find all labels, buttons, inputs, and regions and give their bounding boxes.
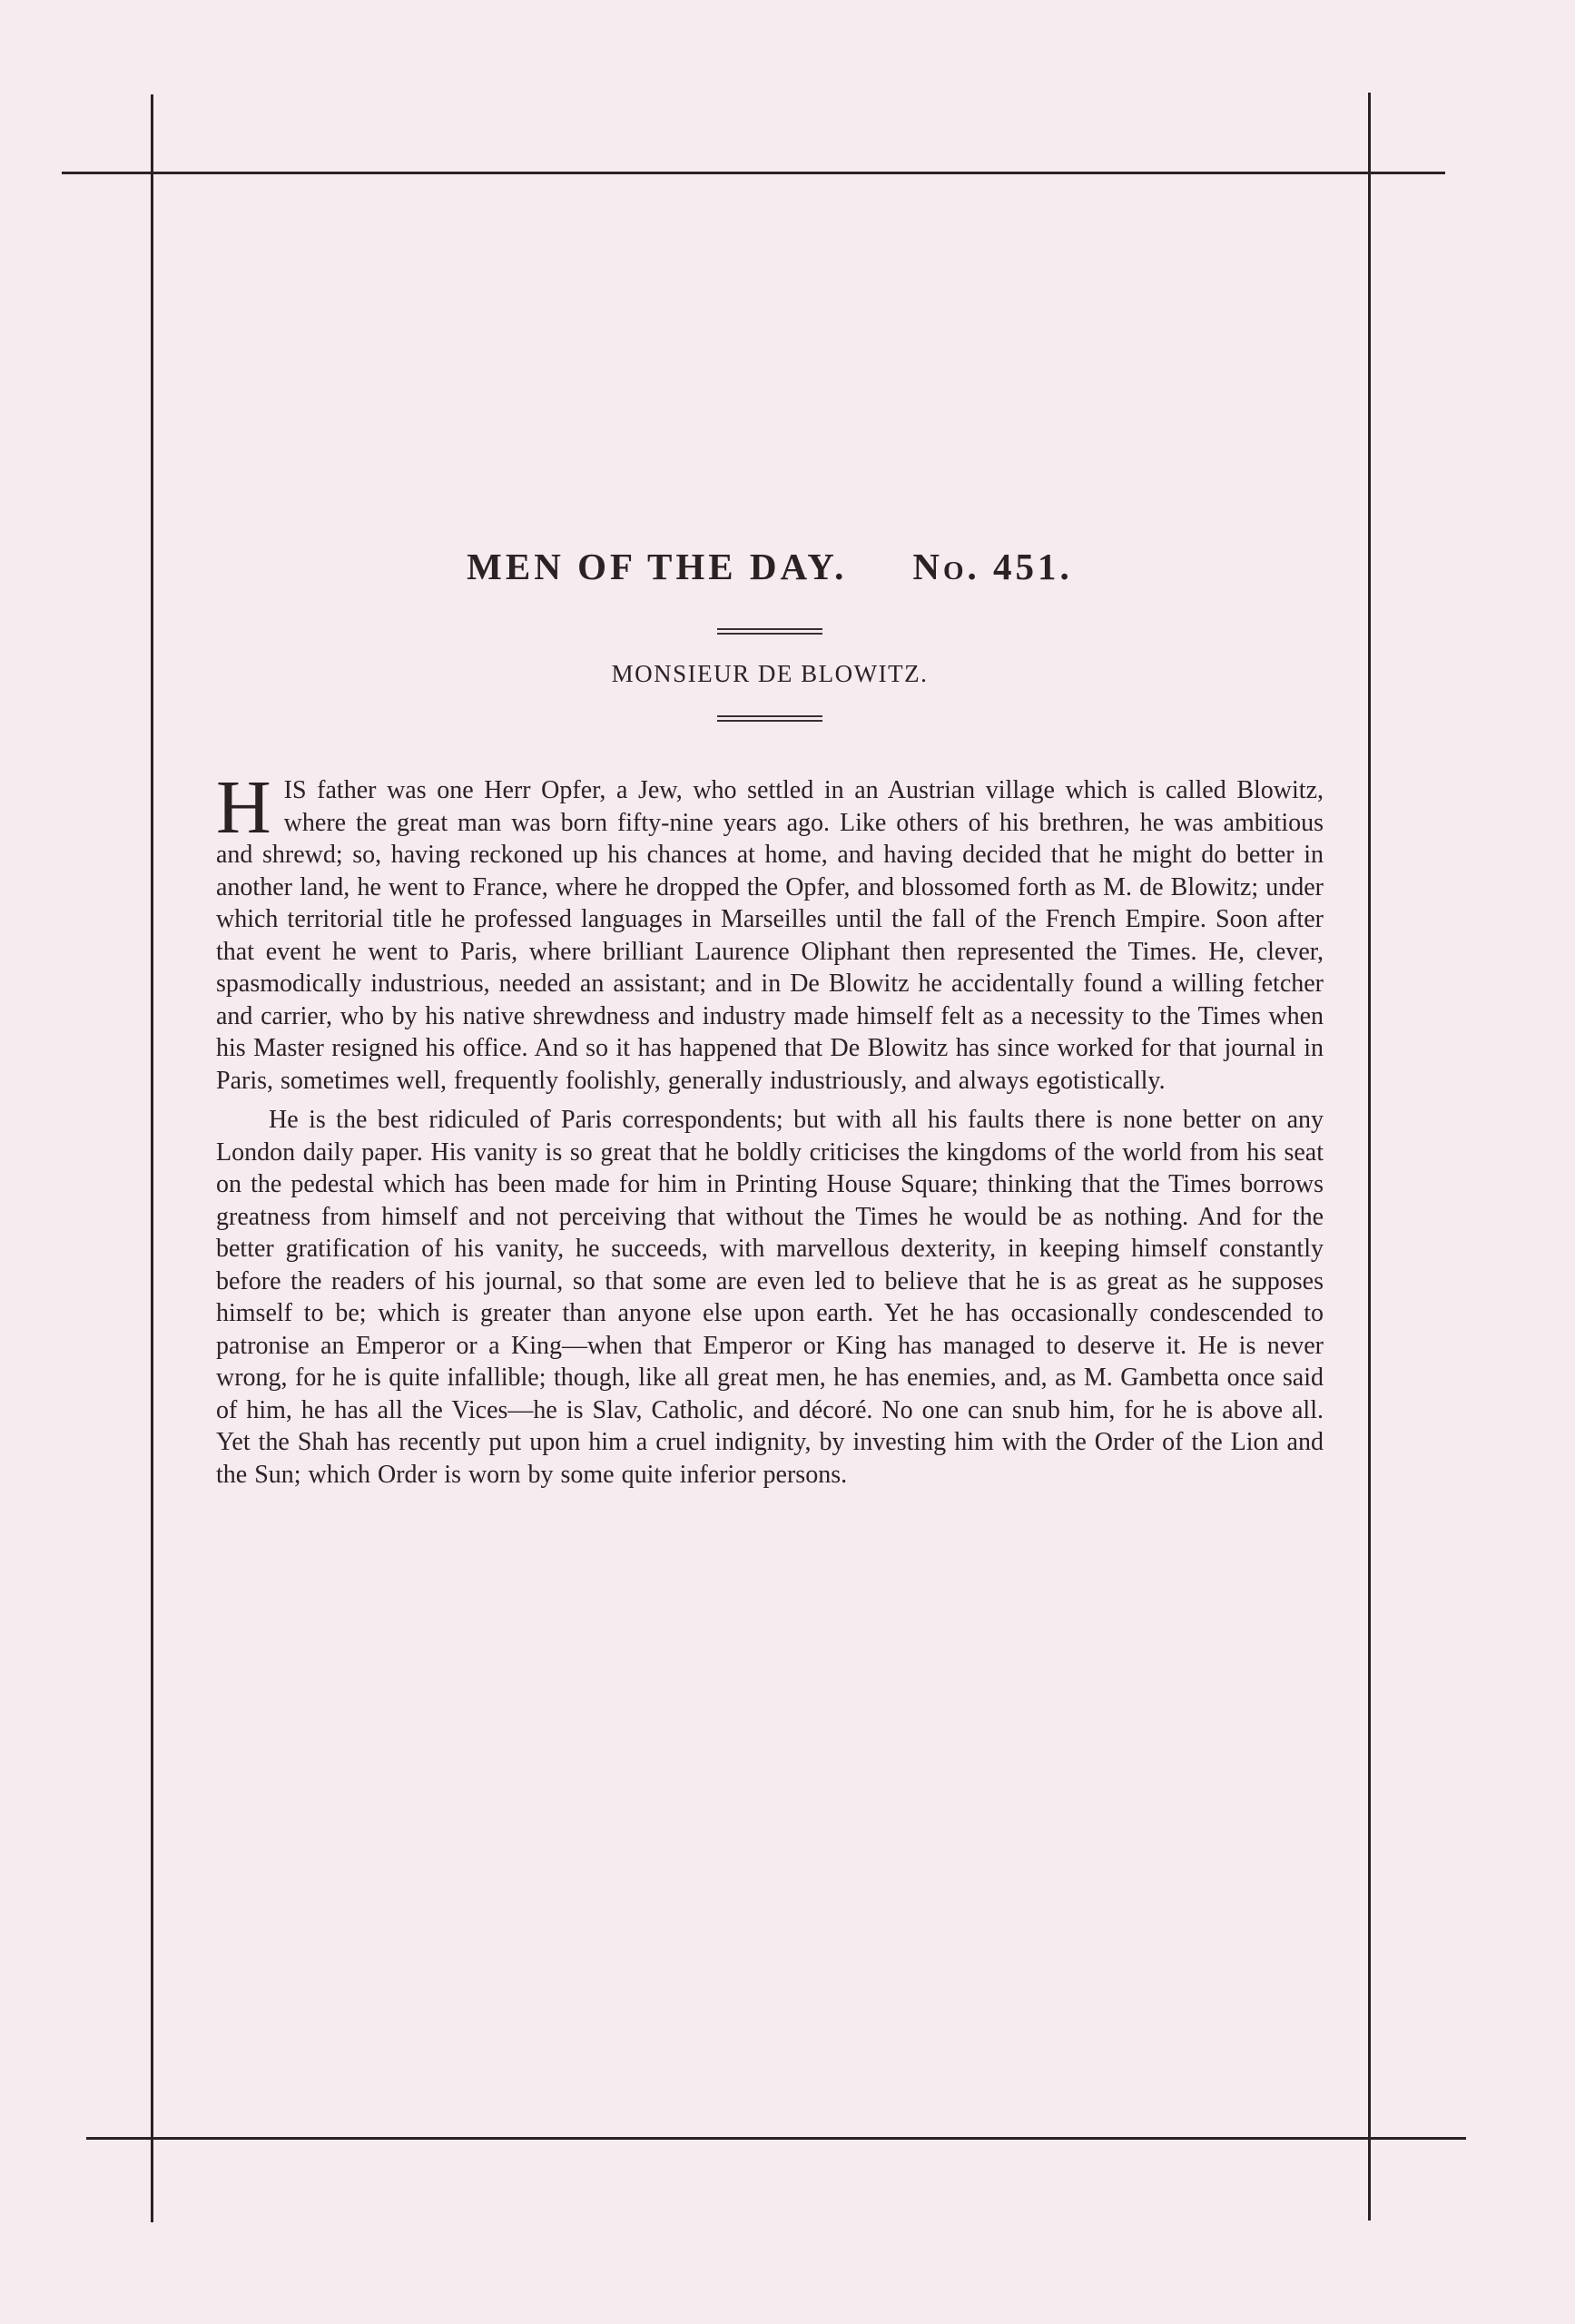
paragraph-2: He is the best ridiculed of Paris correspondents; but with all his faults there is none better on any London daily paper. His vanity is so great that he boldly criticises the kingdoms of the world from his seat on the pedestal which has been made for him in Printing House Square; thinking that the Times borrows greatness from himself and not perceiving that without the Times he would be as nothing. And for the better gratification of his vanity, he succeeds, with marvellous dexterity, in keeping himself constantly before the readers of his journal, so that some are even led to believe that he is as great as he supposes himself to be; which is greater than anyone else upon earth. Yet he has occasionally condescended to patronise an Emperor or a King—when that Emperor or King has managed to deserve it. He is never wrong, for he is quite infallible; though, like all great men, he has enemies, and, as M. Gambetta once said of him, he has all the Vices—he is Slav, Catholic, and décoré. No one can snub him, for he is above all. Yet the Shah has recently put upon him a cruel indignity, by investing him with the Order of the Lion and the Sun; which Order is worn by some quite inferior persons. <box>216 1106 1324 1489</box>
frame-top-rule <box>62 172 1445 174</box>
page-title <box>216 545 1324 588</box>
frame-bottom-rule <box>86 2137 1466 2140</box>
drop-cap: H <box>216 765 271 850</box>
subtitle-divider <box>717 715 822 722</box>
paragraph-1 <box>216 765 1324 1097</box>
frame-left-rule <box>151 94 153 2222</box>
article <box>216 545 1324 1491</box>
frame-right-rule <box>1368 93 1371 2221</box>
article-subtitle: MONSIEUR DE BLOWITZ. <box>611 660 929 687</box>
title-divider <box>717 628 822 635</box>
issue-number: No. 451. <box>912 546 1073 587</box>
paragraph-1-text: IS father was one Herr Opfer, a Jew, who settled in an Austrian village which is called Blowitz, where the great man was born fifty-nine years ago. Like others of his brethren, he was ambitious and shrewd; so, having reckoned up his chances at home, and having decided that he might do better in another land, he went to France, where he dropped the Opfer, and blossomed forth as M. de Blowitz; under which territorial title he professed languages in Marseilles until the fall of the French Empire. Soon after that event he went to Paris, where brilliant Laurence Oliphant then represented the Times. He, clever, spasmodically industrious, needed an assistant; and in De Blowitz he accidentally found a willing fetcher and carrier, who by his native shrewdness and industry made himself felt as a necessity to the Times when his Master resigned his office. And so it has happened that De Blowitz has since worked for that journal in Paris, sometimes well, frequently foolishly, generally industriously, and always egotistically. <box>216 776 1324 1095</box>
series-title: MEN OF THE DAY. <box>467 546 848 587</box>
